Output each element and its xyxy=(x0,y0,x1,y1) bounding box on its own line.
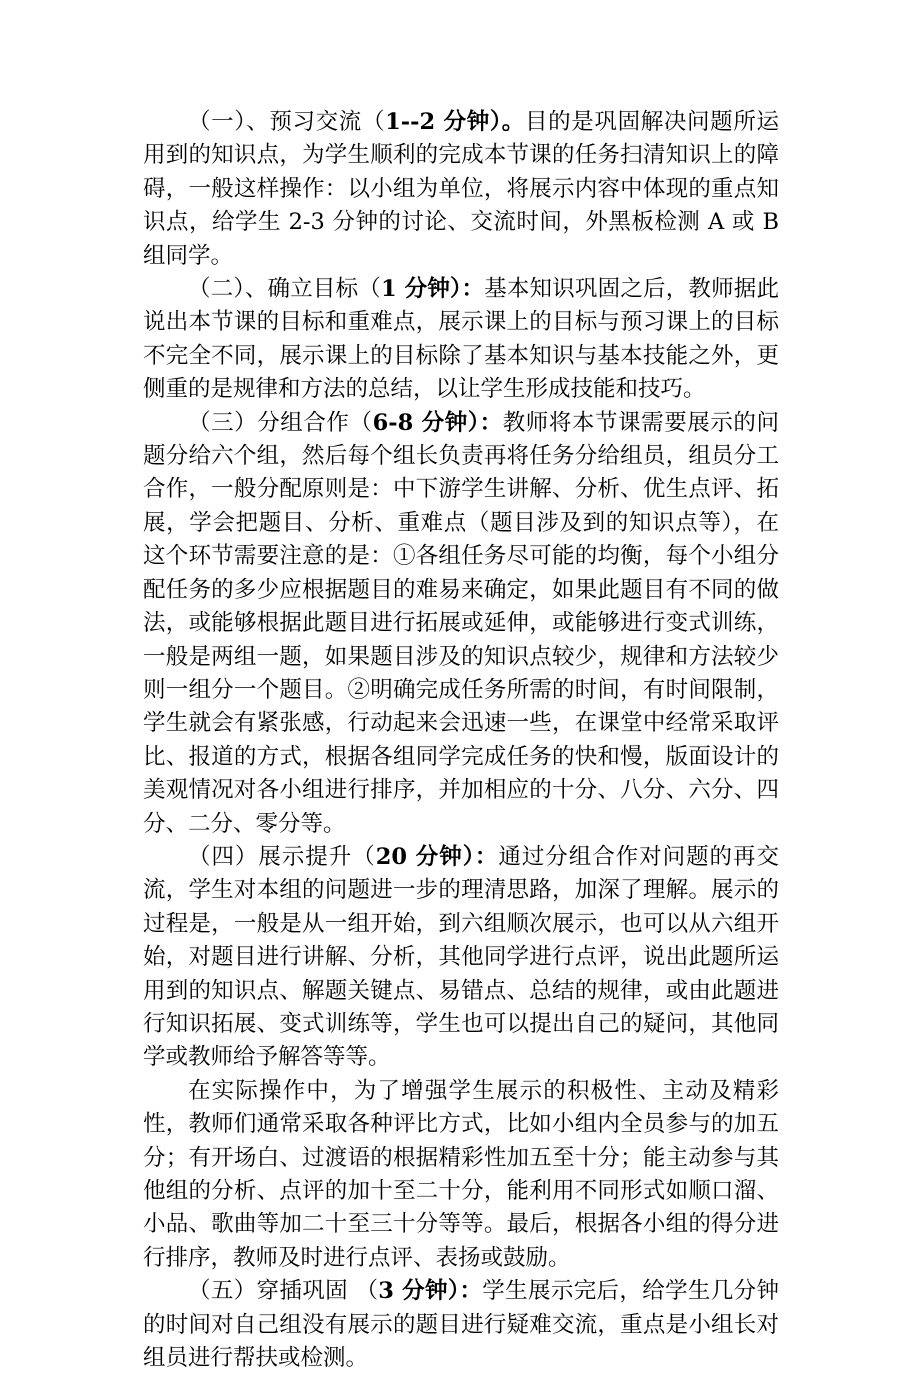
paragraph-text: 目的是巩固解决问题所运用到的知识点，为学生顺利的完成本节课的任务扫清知识上的障碍，一般这样操作：以小组为单位，将展示内容中体现的重点知识点，给学生 2-3 分钟的讨论、交流时间，外黑板检测 A 或 B 组同学。 xyxy=(143,109,779,269)
section-heading-close: ）： xyxy=(467,409,503,436)
paragraph-text: 学生展示完后，给学生几分钟的时间对自己组没有展示的题目进行疑难交流，重点是小组长对组员进行帮扶或检测。 xyxy=(143,1278,779,1372)
section-duration: 1 分钟 xyxy=(380,276,451,303)
section-heading: （四）展示提升（ xyxy=(188,843,376,870)
paragraph-consolidation xyxy=(143,1275,779,1375)
section-heading: （五）穿插巩固 （ xyxy=(188,1278,379,1305)
paragraph-group-cooperation xyxy=(143,407,779,841)
section-heading-close: ）： xyxy=(447,1278,483,1305)
section-duration: 1--2 分钟 xyxy=(385,109,490,135)
paragraph-practice xyxy=(143,1075,779,1275)
section-heading-close: ）： xyxy=(450,276,485,303)
section-heading-close: ）： xyxy=(462,843,499,870)
section-heading: （二）、确立目标（ xyxy=(188,276,381,303)
paragraph-text: 通过分组合作对问题的再交流，学生对本组的问题进一步的理清思路，加深了理解。展示的过程是，一般是从一组开始，到六组顺次展示，也可以从六组开始，对题目进行讲解、分析，其他同学进行点评，说出此题所运用到的知识点、解题关键点、易错点、总结的规律，或由此题进行知识拓展、变式训练等，学生也可以提出自己的疑问，其他同学或教师给予解答等等。 xyxy=(143,843,779,1071)
paragraph-text: 教师将本节课需要展示的问题分给六个组，然后每个组长负责再将任务分给组员，组员分工合作，一般分配原则是：中下游学生讲解、分析、优生点评、拓展，学会把题目、分析、重难点（题目涉及到的知识点等），在这个环节需要注意的是：①各组任务尽可能的均衡，每个小组分配任务的多少应根据题目的难易来确定，如果此题目有不同的做法，或能够根据此题目进行拓展或延伸，或能够进行变式训练，一般是两组一题，如果题目涉及的知识点较少，规律和方法较少则一组分一个题目。②明确完成任务所需的时间，有时间限制，学生就会有紧张感，行动起来会迅速一些，在课堂中经常采取评比、报道的方式，根据各组同学完成任务的快和慢，版面设计的美观情况对各小组进行排序，并加相应的十分、八分、六分、四分、二分、零分等。 xyxy=(143,409,779,837)
section-heading-close: ）。 xyxy=(489,109,525,135)
paragraph-text: 在实际操作中，为了增强学生展示的积极性、主动及精彩性，教师们通常采取各种评比方式，比如小组内全员参与的加五分；有开场白、过渡语的根据精彩性加五至十分；能主动参与其他组的分析、点评的加十至二十分，能利用不同形式如顺口溜、小品、歌曲等加二十至三十分等等。最后，根据各小组的得分进行排序，教师及时进行点评、表扬或鼓励。 xyxy=(143,1077,779,1271)
paragraph-preview-exchange xyxy=(143,106,779,273)
paragraph-text: 基本知识巩固之后，教师据此说出本节课的目标和重难点，展示课上的目标与预习课上的目标不完全不同，展示课上的目标除了基本知识与基本技能之外，更侧重的是规律和方法的总结，以让学生形成技能和技巧。 xyxy=(143,276,779,403)
section-duration: 20 分钟 xyxy=(375,843,463,870)
section-duration: 3 分钟 xyxy=(378,1278,448,1305)
paragraph-set-goals xyxy=(143,273,779,407)
document-page xyxy=(143,106,779,1375)
section-heading: （一）、预习交流（ xyxy=(188,109,386,135)
section-duration: 6-8 分钟 xyxy=(372,409,468,436)
section-heading: （三）分组合作（ xyxy=(188,409,373,436)
paragraph-presentation xyxy=(143,841,779,1075)
